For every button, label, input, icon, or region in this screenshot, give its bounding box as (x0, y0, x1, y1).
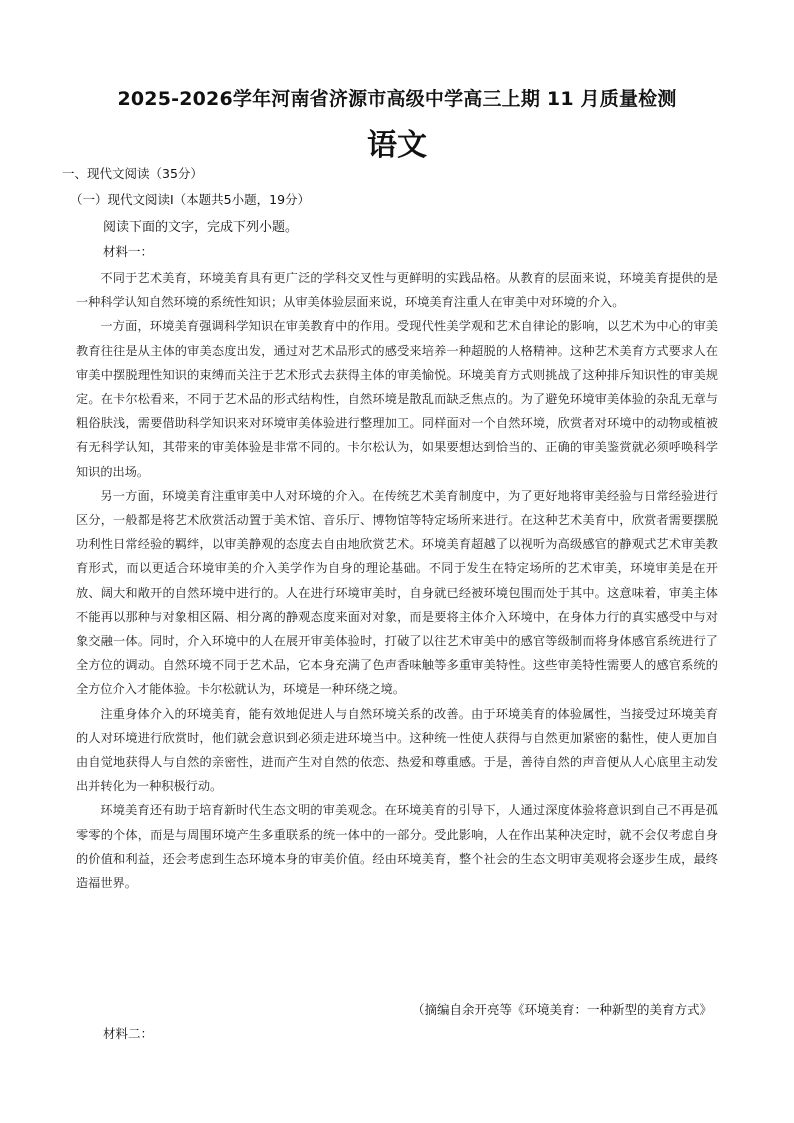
section-subheading: （一）现代文阅读Ⅰ（本题共5小题，19分） (70, 192, 311, 207)
paragraph: 一方面，环境美育强调科学知识在审美教育中的作用。受现代性美学观和艺术自律论的影响，以艺术为中心的审美教育往往是从主体的审美态度出发，通过对艺术品形式的感受来培养一种超脱的人格精神。这种艺术美育方式要求人在审美中摆脱理性知识的束缚而关注于艺术形式去获得主体的审美愉悦。环境美育方式则挑战了这种排斥知识性的审美规定。在卡尔松看来，不同于艺术品的形式结构性，自然环境是散乱而缺乏焦点的。为了避免环境审美体验的杂乱无章与粗俗肤浅，需要借助科学知识来对环境审美体验进行整理加工。同样面对一个自然环境，欣赏者对环境中的动物或植被有无科学认知，其带来的审美体验是非常不同的。卡尔松认为，如果要想达到恰当的、正确的审美鉴赏就必须呼唤科学知识的出场。 (76, 319, 718, 479)
reading-instruction: 阅读下面的文字，完成下列小题。 (103, 220, 299, 235)
paragraph: 不同于艺术美育，环境美育具有更广泛的学科交叉性与更鲜明的实践品格。从教育的层面来说，环境美育提供的是一种科学认知自然环境的系统性知识；从审美体验层面来说，环境美育注重人在审美中对环境的介入。 (76, 271, 718, 310)
material-one-label: 材料一： (103, 244, 154, 259)
subject-title: 语文 (367, 128, 427, 163)
material-one-source: （摘编自余开亮等《环境美育：一种新型的美育方式》 (411, 1002, 712, 1017)
paragraph: 另一方面，环境美育注重审美中人对环境的介入。在传统艺术美育制度中，为了更好地将审美经验与日常经验进行区分，一般都是将艺术欣赏活动置于美术馆、音乐厅、博物馆等特定场所来进行。在这种艺术美育中，欣赏者需要摆脱功利性日常经验的羁绊，以审美静观的态度去自由地欣赏艺术。环境美育超越了以视听为高级感官的静观式艺术审美教育形式，而以更适合环境审美的介入美学作为自身的理论基础。不同于发生在特定场所的艺术审美，环境审美是在开放、阔大和敞开的自然环境中进行的。人在进行环境审美时，自身就已经被环境包围而处于其中。这意味着，审美主体不能再以那种与对象相区隔、相分离的静观态度来面对对象，而是要将主体介入环境中，在身体力行的真实感受中与对象交融一体。同时，介入环境中的人在展开审美体验时，打破了以往艺术审美中的感官等级制而将身体感官系统进行了全方位的调动。自然环境不同于艺术品，它本身充满了色声香味触等多重审美特性。这些审美特性需要人的感官系统的全方位介入才能体验。卡尔松就认为，环境是一种环绕之境。 (76, 488, 718, 697)
section-heading: 一、现代文阅读（35分） (62, 166, 203, 181)
paragraph: 注重身体介入的环境美育，能有效地促进人与自然环境关系的改善。由于环境美育的体验属性，当接受过环境美育的人对环境进行欣赏时，他们就会意识到必须走进环境当中。这种统一性使人获得与自然更加紧密的黏性，使人更加自由自觉地获得人与自然的亲密性，进而产生对自然的依恋、热爱和尊重感。于是，善待自然的声音便从人心底里主动发出并转化为一种积极行动。 (76, 706, 718, 794)
material-one-body (76, 266, 718, 895)
exam-title: 2025-2026学年河南省济源市高级中学高三上期 11 月质量检测 (117, 88, 677, 110)
paragraph: 环境美育还有助于培育新时代生态文明的审美观念。在环境美育的引导下，人通过深度体验将意识到自己不再是孤零零的个体，而是与周围环境产生多重联系的统一体中的一部分。受此影响，人在作出某种决定时，就不会仅考虑自身的价值和利益，还会考虑到生态环境本身的审美价值。经由环境美育，整个社会的生态文明审美观将会逐步生成，最终造福世界。 (76, 803, 718, 891)
material-two-label: 材料二： (103, 1026, 154, 1041)
